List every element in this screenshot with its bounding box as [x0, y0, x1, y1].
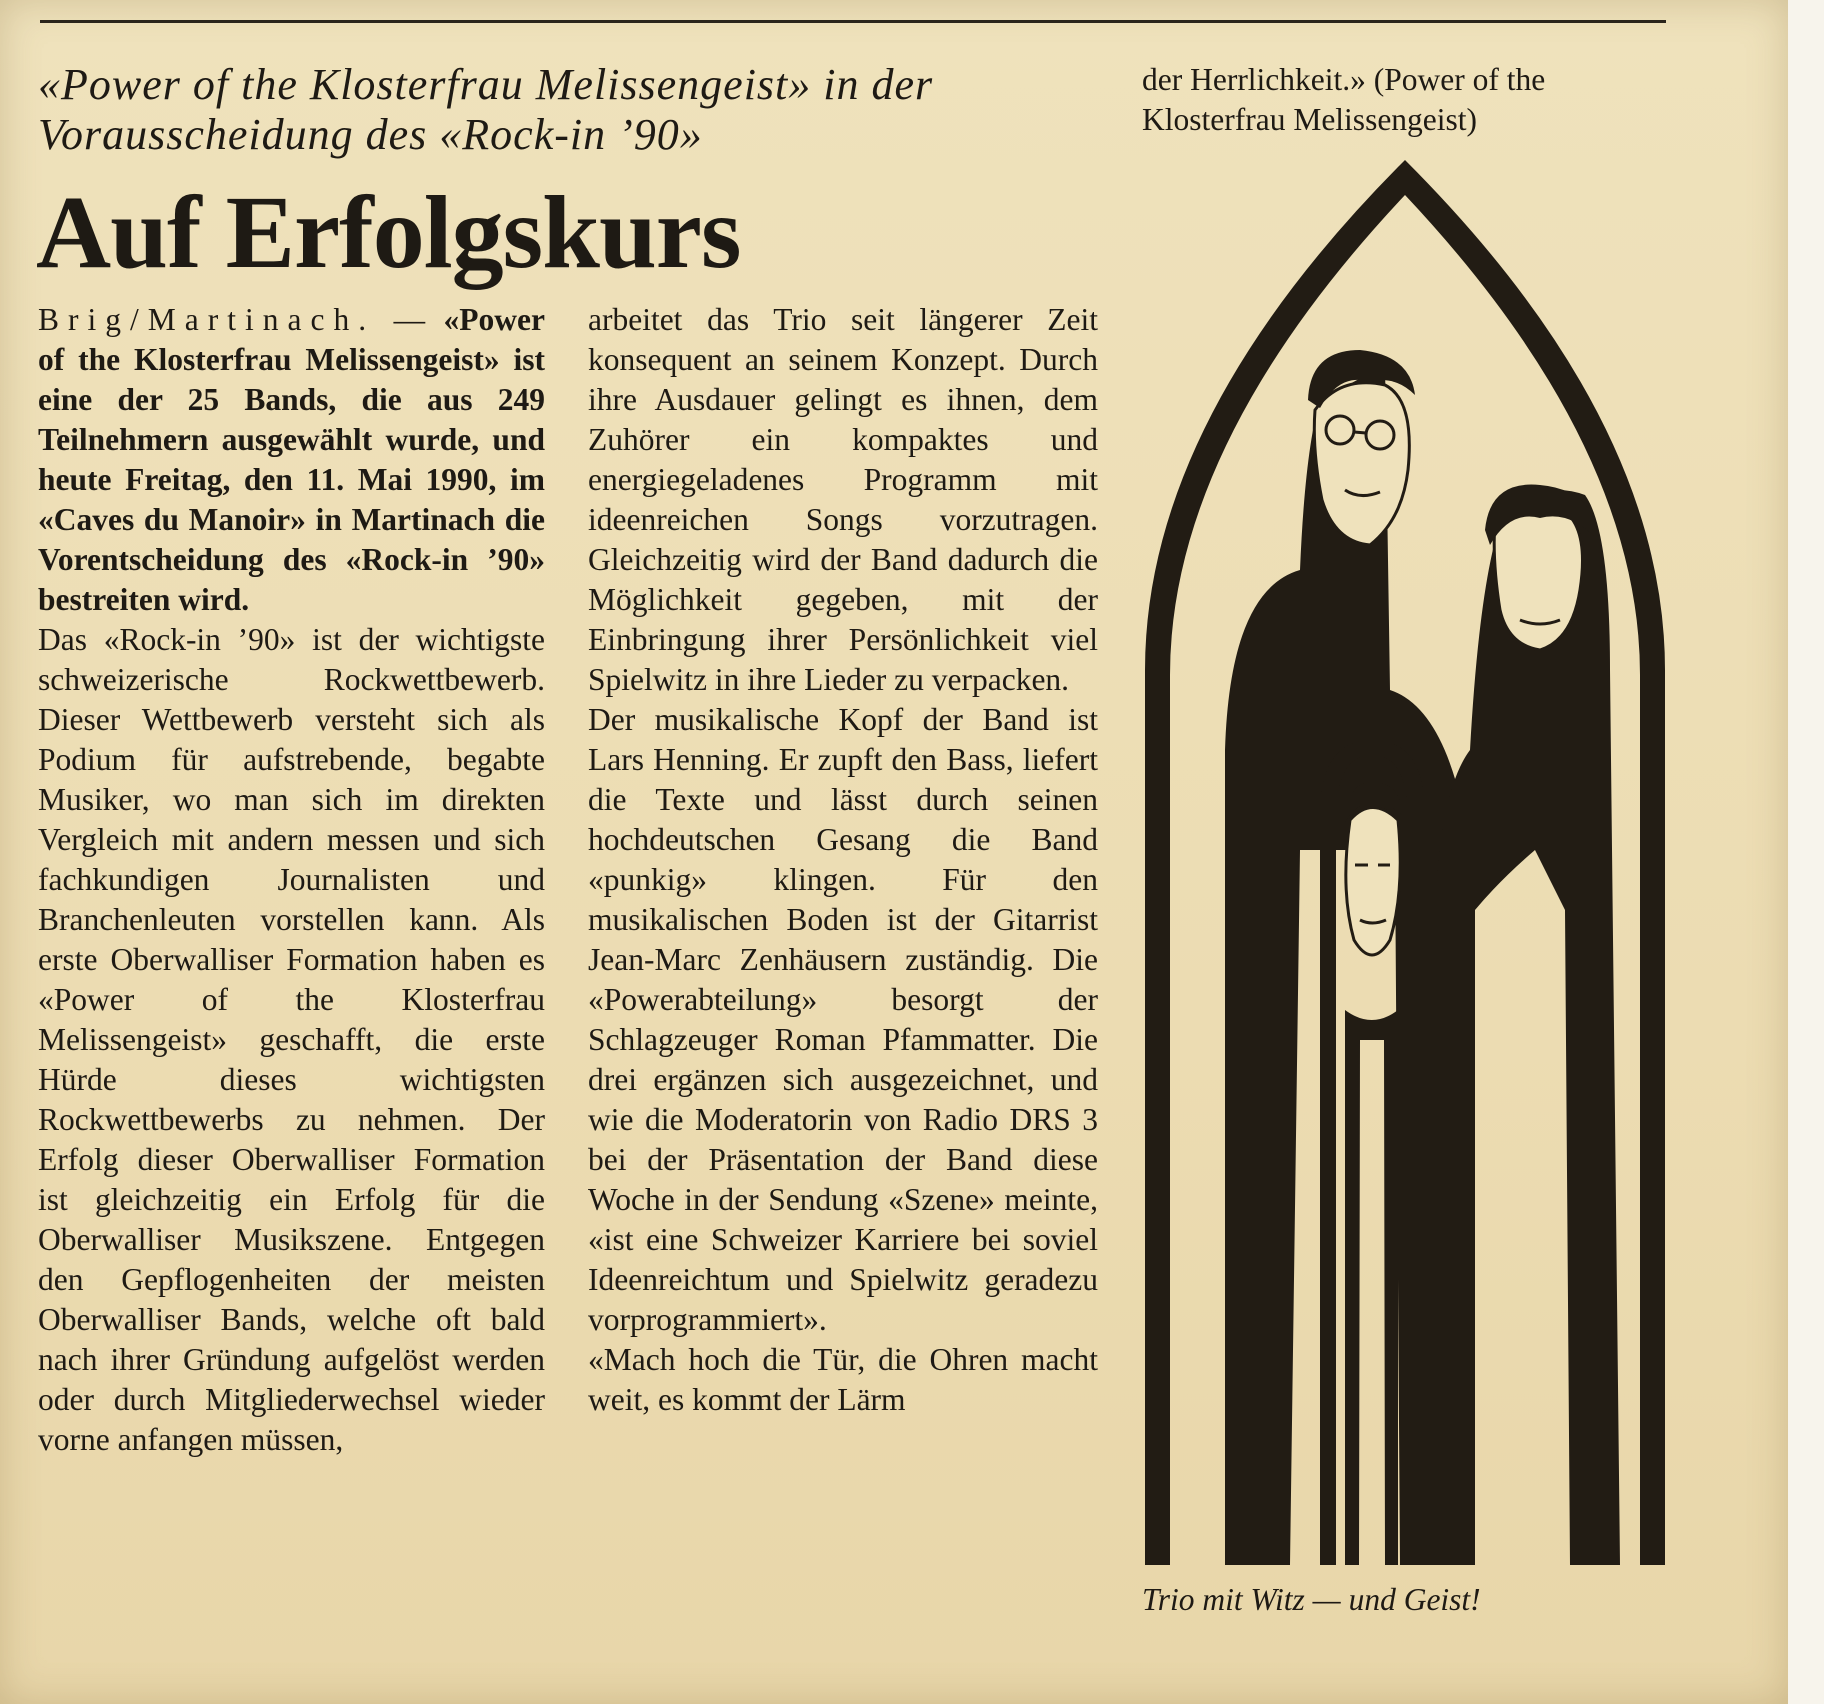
scan-margin [1788, 0, 1824, 1704]
kicker [38, 60, 1118, 160]
figure-3-silhouette [1345, 1010, 1398, 1565]
photo-caption: Trio mit Witz — und Geist! [1142, 1582, 1481, 1617]
face-3 [1346, 808, 1400, 956]
column-2 [588, 300, 1098, 1420]
headline: Auf Erfolgskurs [36, 175, 741, 290]
column-3-continuation: der Herrlichkeit.» (Power of the Klosterfrau Melissengeist) [1142, 62, 1546, 137]
dateline-dash: — [375, 302, 426, 337]
kicker-line-1: «Power of the Klosterfrau Melissengeist» in der [38, 60, 934, 109]
lead-text: «Power of the Klosterfrau Melissengeist» ist eine der 25 Bands, die aus 249 Teilnehmern ausgewählt wurde, und heute Freitag, den 11. Mai 1990, im «Caves du Manoir» in Martinach die Vorentscheidung des «Rock-in ’90» bestreiten wird. [38, 302, 545, 617]
body-paragraph: arbeitet das Trio seit längerer Zeit konsequent an seinem Konzept. Durch ihre Ausdauer gelingt es ihnen, dem Zuhörer ein kompaktes und energiegeladenes Programm mit ideenreichen Songs vorzutragen. Gleichzeitig wird der Band dadurch die Möglichkeit gegeben, mit der Einbringung ihrer Persönlichkeit viel Spielwitz in ihre Lieder zu verpacken. [588, 302, 1098, 697]
kicker-line-2: Vorausscheidung des «Rock-in ’90» [38, 110, 703, 159]
figure-2-silhouette [1435, 490, 1620, 1565]
lead-paragraph [38, 300, 545, 620]
top-rule [40, 20, 1666, 23]
band-illustration [1140, 150, 1670, 1580]
body-paragraph: Das «Rock-in ’90» ist der wichtigste schweizerische Rockwettbewerb. Dieser Wettbewerb versteht sich als Podium für aufstrebende, begabte Musiker, wo man sich im direkten Vergleich mit andern messen und sich fachkundigen Journalisten und Branchenleuten vorstellen kann. Als erste Oberwalliser Formation haben es «Power of the Klosterfrau Melissengeist» geschafft, die erste Hürde dieses wichtigsten Rockwettbewerbs zu nehmen. Der Erfolg dieser Oberwalliser Formation ist gleichzeitig ein Erfolg für die Oberwalliser Musikszene. Entgegen den Gepflogenheiten der meisten Oberwalliser Bands, welche oft bald nach ihrer Gründung aufgelöst werden oder durch Mitgliederwechsel wieder vorne anfangen müssen, [38, 622, 545, 1457]
body-paragraph: Der musikalische Kopf der Band ist Lars Henning. Er zupft den Bass, liefert die Texte und lässt durch seinen hochdeutschen Gesang die Band «punkig» klingen. Für den musikalischen Boden ist der Gitarrist Jean-Marc Zenhäusern zuständig. Die «Powerabteilung» besorgt der Schlagzeuger Roman Pfammatter. Die drei ergänzen sich ausgezeichnet, und wie die Moderatorin von Radio DRS 3 bei der Präsentation der Band diese Woche in der Sendung «Szene» meinte, «ist eine Schweizer Karriere bei soviel Ideenreichtum und Spielwitz geradezu vorprogrammiert». [588, 702, 1098, 1337]
dateline: Brig/Martinach. [38, 302, 376, 337]
body-paragraph: «Mach hoch die Tür, die Ohren macht weit, es kommt der Lärm [588, 1342, 1098, 1417]
column-1 [38, 300, 545, 1460]
